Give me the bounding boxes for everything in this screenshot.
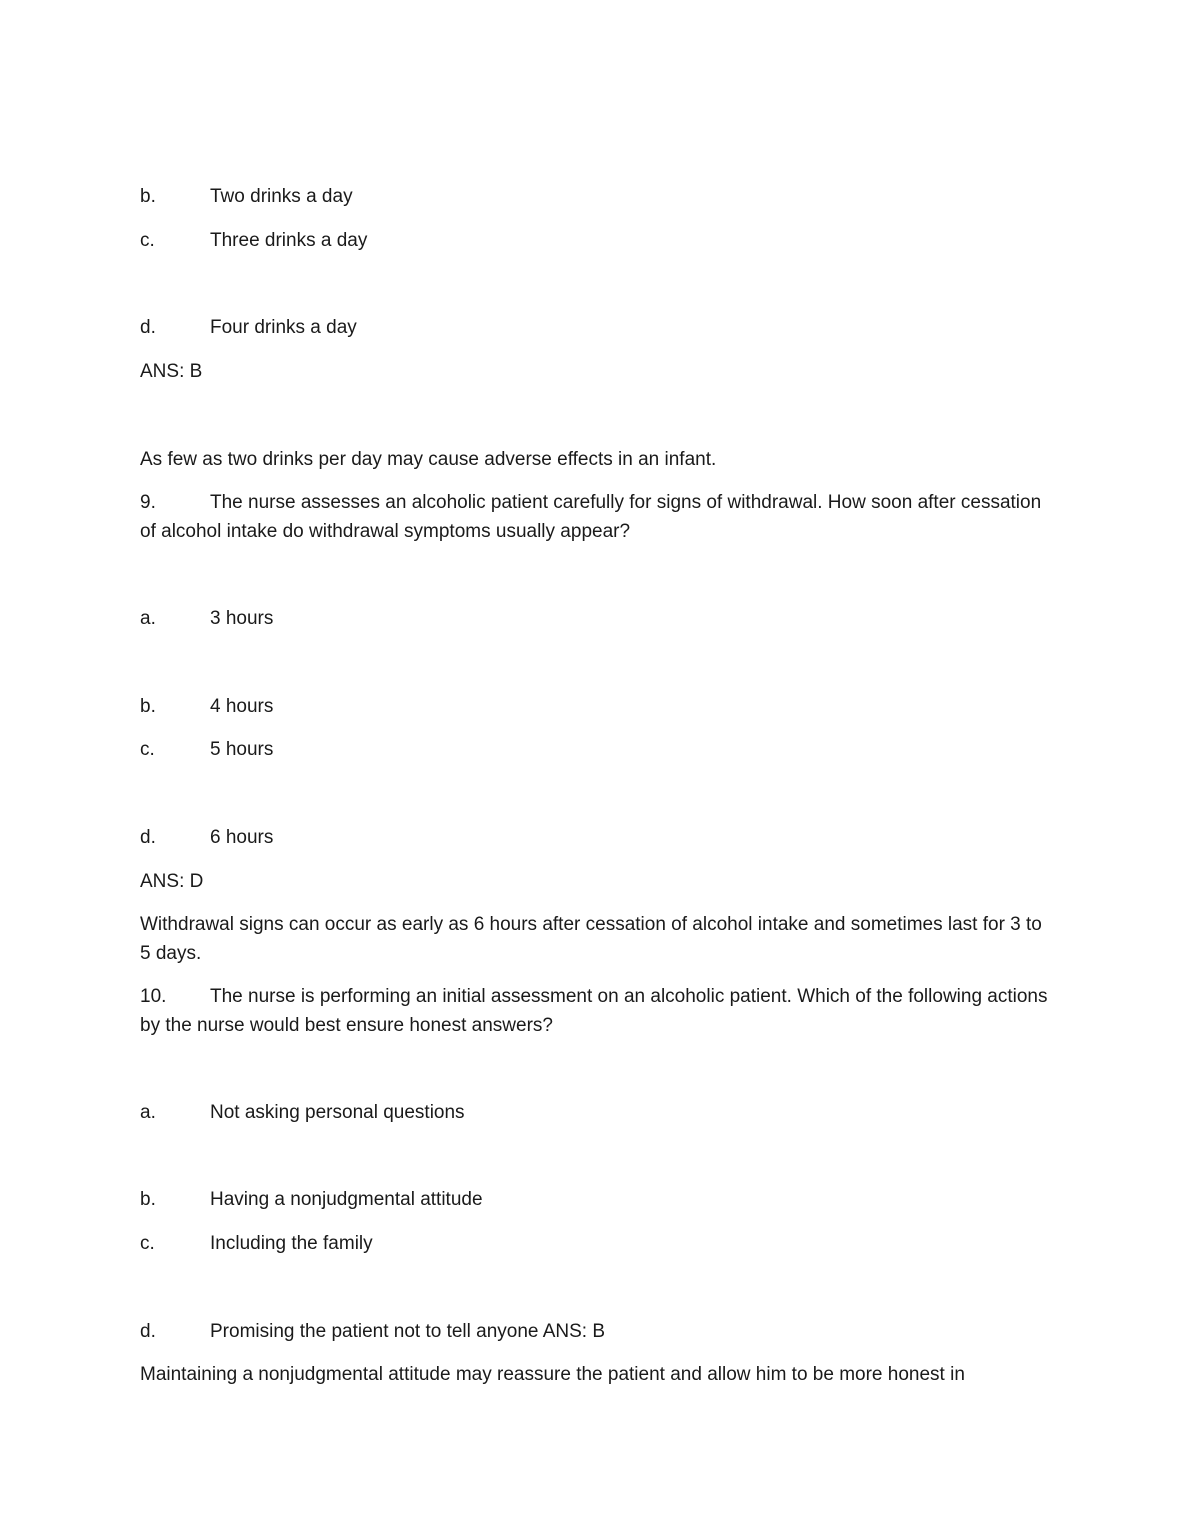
q8-option-b bbox=[140, 183, 353, 211]
option-text: 4 hours bbox=[210, 696, 274, 717]
q8-option-c bbox=[140, 227, 367, 255]
option-letter: a. bbox=[140, 608, 156, 629]
q10-option-a bbox=[140, 1099, 465, 1127]
option-letter: d. bbox=[140, 1321, 156, 1342]
q8-option-d bbox=[140, 314, 357, 342]
option-text: Having a nonjudgmental attitude bbox=[210, 1189, 483, 1210]
question-number: 9. bbox=[140, 492, 156, 513]
q9-question bbox=[140, 489, 1050, 546]
option-letter: a. bbox=[140, 1102, 156, 1123]
q8-rationale: As few as two drinks per day may cause adverse effects in an infant. bbox=[140, 449, 717, 470]
option-letter: d. bbox=[140, 827, 156, 848]
q10-option-c bbox=[140, 1230, 373, 1258]
option-letter: b. bbox=[140, 1189, 156, 1210]
question-text: The nurse is performing an initial assessment on an alcoholic patient. Which of the following actions by the nurse would best ensure honest answers? bbox=[140, 986, 1048, 1036]
option-text: Not asking personal questions bbox=[210, 1102, 465, 1123]
q9-option-d bbox=[140, 824, 273, 852]
q9-option-c bbox=[140, 736, 273, 764]
option-text: Promising the patient not to tell anyone ANS: B bbox=[210, 1321, 606, 1342]
q10-option-b bbox=[140, 1186, 483, 1214]
option-letter: c. bbox=[140, 739, 155, 760]
option-letter: c. bbox=[140, 230, 155, 251]
question-text: The nurse assesses an alcoholic patient carefully for signs of withdrawal. How soon after cessation of alcohol intake do withdrawal symptoms usually appear? bbox=[140, 492, 1042, 542]
q10-option-d bbox=[140, 1318, 605, 1346]
question-number: 10. bbox=[140, 986, 167, 1007]
q10-rationale: Maintaining a nonjudgmental attitude may reassure the patient and allow him to be more honest in bbox=[140, 1364, 965, 1385]
q9-option-b bbox=[140, 693, 273, 721]
option-text: 5 hours bbox=[210, 739, 274, 760]
option-text: Including the family bbox=[210, 1233, 373, 1254]
option-text: Four drinks a day bbox=[210, 317, 357, 338]
option-letter: c. bbox=[140, 1233, 155, 1254]
q9-rationale: Withdrawal signs can occur as early as 6 hours after cessation of alcohol intake and sometimes last for 3 to 5 days. bbox=[140, 914, 1042, 964]
option-letter: b. bbox=[140, 186, 156, 207]
option-letter: d. bbox=[140, 317, 156, 338]
q9-answer: ANS: D bbox=[140, 871, 204, 892]
q10-question bbox=[140, 983, 1050, 1040]
option-letter: b. bbox=[140, 696, 156, 717]
option-text: Two drinks a day bbox=[210, 186, 353, 207]
option-text: 6 hours bbox=[210, 827, 274, 848]
option-text: 3 hours bbox=[210, 608, 274, 629]
option-text: Three drinks a day bbox=[210, 230, 368, 251]
q8-answer: ANS: B bbox=[140, 361, 203, 382]
q9-option-a bbox=[140, 605, 273, 633]
